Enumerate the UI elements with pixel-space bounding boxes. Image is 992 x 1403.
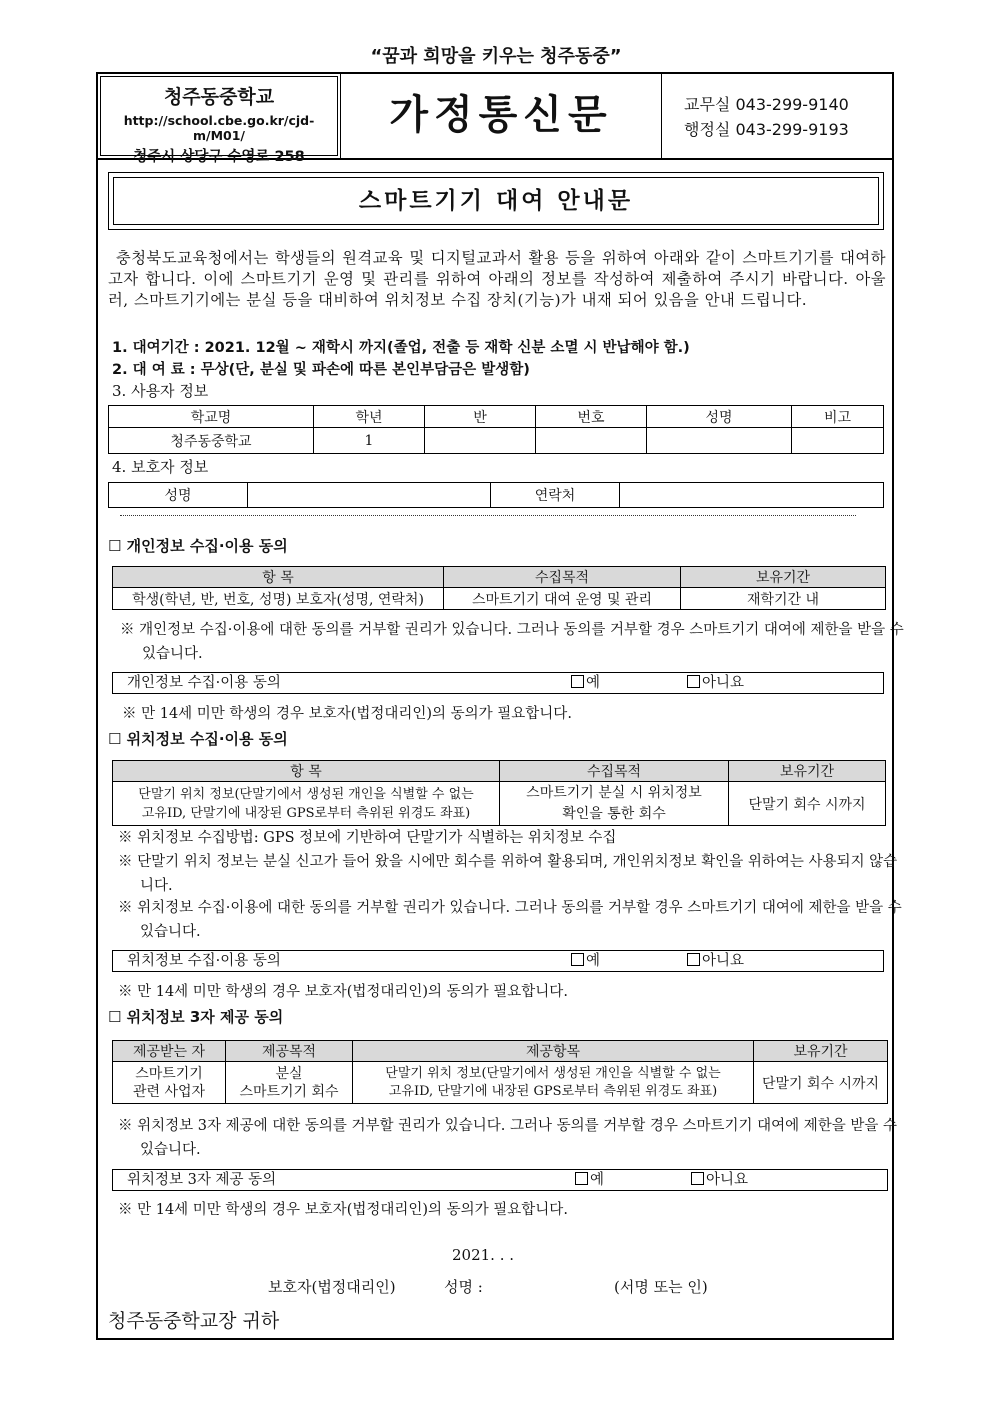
signature-hint: (서명 또는 인) — [614, 1278, 708, 1296]
location-item-value: 단말기 위치 정보(단말기에서 생성된 개인을 식별할 수 없는 고유ID, 단말기에 내장된 GPS로부터 측위된 위경도 좌표) — [113, 782, 500, 826]
section-personal-info-title: ☐ 개인정보 수집·이용 동의 — [108, 537, 288, 555]
third-col-purpose: 제공목적 — [226, 1041, 353, 1062]
location-usage-note: ※ 단말기 위치 정보는 분실 신고가 들어 왔을 시에만 회수를 위하여 활용되며, 개인위치정보 확인을 위하여는 사용되지 않습니다. — [118, 854, 898, 894]
checkbox-icon — [687, 675, 700, 688]
guardian-name-label: 성명 — [109, 483, 248, 508]
guardian-table — [108, 482, 884, 508]
location-info-table — [112, 760, 886, 826]
third-consent-no[interactable]: 아니요 — [691, 1170, 748, 1190]
personal-col-purpose: 수집목적 — [444, 567, 681, 588]
notice-title: 스마트기기 대여 안내문 — [113, 177, 879, 225]
personal-item-value: 학생(학년, 반, 번호, 성명) 보호자(성명, 연락처) — [113, 588, 444, 610]
third-consent-label: 위치정보 3자 제공 동의 — [127, 1172, 277, 1188]
location-col-period: 보유기간 — [729, 761, 886, 782]
third-consent-yes[interactable]: 예 — [575, 1170, 604, 1190]
item-rental-fee: 2. 대 여 료 : 무상(단, 분실 및 파손에 따른 본인부담금은 발생함) — [112, 362, 530, 378]
user-col-school: 학교명 — [109, 406, 314, 428]
location-period-value: 단말기 회수 시까지 — [729, 782, 886, 826]
user-info-table — [108, 405, 884, 454]
signature-date[interactable]: 2021. . . — [452, 1246, 515, 1264]
phone-admin: 행정실 043-299-9193 — [684, 120, 849, 139]
third-col-period: 보유기간 — [754, 1041, 888, 1062]
checkbox-icon — [575, 1172, 588, 1185]
item-user-info: 3. 사용자 정보 — [112, 382, 209, 400]
school-name: 청주동중학교 — [163, 86, 275, 108]
checkbox-icon — [687, 953, 700, 966]
personal-refusal-note: ※ 개인정보 수집·이용에 대한 동의를 거부할 권리가 있습니다. 그러나 동의를 거부할 경우 스마트기기 대여에 제한을 받을 수 있습니다. — [120, 622, 904, 662]
user-grade-value[interactable]: 1 — [314, 428, 425, 454]
user-col-class: 반 — [425, 406, 536, 428]
personal-purpose-value: 스마트기기 대여 운영 및 관리 — [444, 588, 681, 610]
location-consent-yes[interactable]: 예 — [571, 951, 600, 971]
personal-consent-yes[interactable]: 예 — [571, 673, 600, 693]
location-purpose-value: 스마트기기 분실 시 위치정보 확인을 통한 회수 — [500, 782, 729, 826]
third-col-item: 제공항목 — [353, 1041, 754, 1062]
user-remark-value[interactable] — [792, 428, 884, 454]
personal-col-period: 보유기간 — [681, 567, 886, 588]
third-party-table — [112, 1040, 888, 1104]
third-period-value: 단말기 회수 시까지 — [754, 1062, 888, 1104]
school-address: 청주시 상당구 수영로 258 — [133, 149, 305, 165]
third-refusal-note: ※ 위치정보 3자 제공에 대한 동의를 거부할 권리가 있습니다. 그러나 동의를 거부할 경우 스마트기기 대여에 제한을 받을 수 있습니다. — [118, 1118, 898, 1158]
checkbox-icon — [691, 1172, 704, 1185]
signature-field[interactable] — [500, 1274, 600, 1296]
third-recipient-value: 스마트기기 관련 사업자 — [113, 1062, 226, 1104]
item-rental-period: 1. 대여기간 : 2021. 12월 ~ 재학시 까지(졸업, 전출 등 재학 신분 소멸 시 반납해야 함.) — [112, 340, 690, 356]
personal-col-item: 항 목 — [113, 567, 444, 588]
personal-minor-note: ※ 만 14세 미만 학생의 경우 보호자(법정대리인)의 동의가 필요합니다. — [122, 706, 572, 722]
addressee: 청주동중학교장 귀하 — [108, 1310, 280, 1332]
school-url[interactable]: http://school.cbe.go.kr/cjd-m/M01/ — [123, 113, 315, 143]
third-col-recipient: 제공받는 자 — [113, 1041, 226, 1062]
user-col-number: 번호 — [536, 406, 647, 428]
location-consent-no[interactable]: 아니요 — [687, 951, 744, 971]
item-guardian-info: 4. 보호자 정보 — [112, 458, 209, 476]
section-third-party-title: ☐ 위치정보 3자 제공 동의 — [108, 1008, 284, 1026]
checkbox-icon — [571, 675, 584, 688]
personal-consent-label: 개인정보 수집·이용 동의 — [127, 675, 281, 691]
third-consent-row — [112, 1169, 888, 1191]
personal-consent-no[interactable]: 아니요 — [687, 673, 744, 693]
contact-phones — [684, 92, 849, 142]
personal-consent-row — [112, 672, 884, 694]
page-title: 가정통신문 — [340, 72, 662, 158]
third-minor-note: ※ 만 14세 미만 학생의 경우 보호자(법정대리인)의 동의가 필요합니다. — [118, 1202, 568, 1218]
location-col-item: 항 목 — [113, 761, 500, 782]
user-col-remark: 비고 — [792, 406, 884, 428]
location-consent-label: 위치정보 수집·이용 동의 — [127, 953, 281, 969]
location-method-note: ※ 위치정보 수집방법: GPS 정보에 기반하여 단말기가 식별하는 위치정보 수집 — [118, 830, 617, 846]
user-col-name: 성명 — [647, 406, 792, 428]
motto: “꿈과 희망을 키우는 청주동중” — [370, 46, 622, 67]
third-item-value: 단말기 위치 정보(단말기에서 생성된 개인을 식별할 수 없는 고유ID, 단말기에 내장된 GPS로부터 측위된 위경도 좌표) — [353, 1062, 754, 1104]
location-minor-note: ※ 만 14세 미만 학생의 경우 보호자(법정대리인)의 동의가 필요합니다. — [118, 984, 568, 1000]
user-school-value: 청주동중학교 — [109, 428, 314, 454]
user-name-value[interactable] — [647, 428, 792, 454]
location-refusal-note: ※ 위치정보 수집·이용에 대한 동의를 거부할 권리가 있습니다. 그러나 동의를 거부할 경우 스마트기기 대여에 제한을 받을 수 있습니다. — [118, 900, 902, 940]
phone-academic: 교무실 043-299-9140 — [684, 95, 849, 114]
location-col-purpose: 수집목적 — [500, 761, 729, 782]
section-location-info-title: ☐ 위치정보 수집·이용 동의 — [108, 730, 288, 748]
guardian-contact-label: 연락처 — [491, 483, 620, 508]
dotted-divider — [120, 515, 856, 516]
user-col-grade: 학년 — [314, 406, 425, 428]
signature-name-label: 성명 : — [444, 1278, 483, 1296]
third-purpose-value: 분실 스마트기기 회수 — [226, 1062, 353, 1104]
guardian-label: 보호자(법정대리인) — [268, 1278, 396, 1296]
notice-title-box — [108, 172, 884, 230]
user-number-value[interactable] — [536, 428, 647, 454]
intro-paragraph: 충청북도교육청에서는 학생들의 원격교육 및 디지털교과서 활용 등을 위하여 아래와 같이 스마트기기를 대여하고자 합니다. 이에 스마트기기 운영 및 관리를 위하여 아래의 정보를 작성하여 제출하여 주시기 바랍니다. 아울러, 스마트기기에는 분실 등을 대비하여 위치정보 수집 장치(기능)가 내재 되어 있음을 안내 드립니다. — [108, 249, 886, 309]
checkbox-icon — [571, 953, 584, 966]
personal-info-table — [112, 566, 886, 610]
location-consent-row — [112, 950, 884, 972]
user-class-value[interactable] — [425, 428, 536, 454]
guardian-name-field[interactable] — [248, 483, 491, 508]
guardian-contact-field[interactable] — [620, 483, 884, 508]
school-info-box — [100, 76, 338, 165]
personal-period-value: 재학기간 내 — [681, 588, 886, 610]
